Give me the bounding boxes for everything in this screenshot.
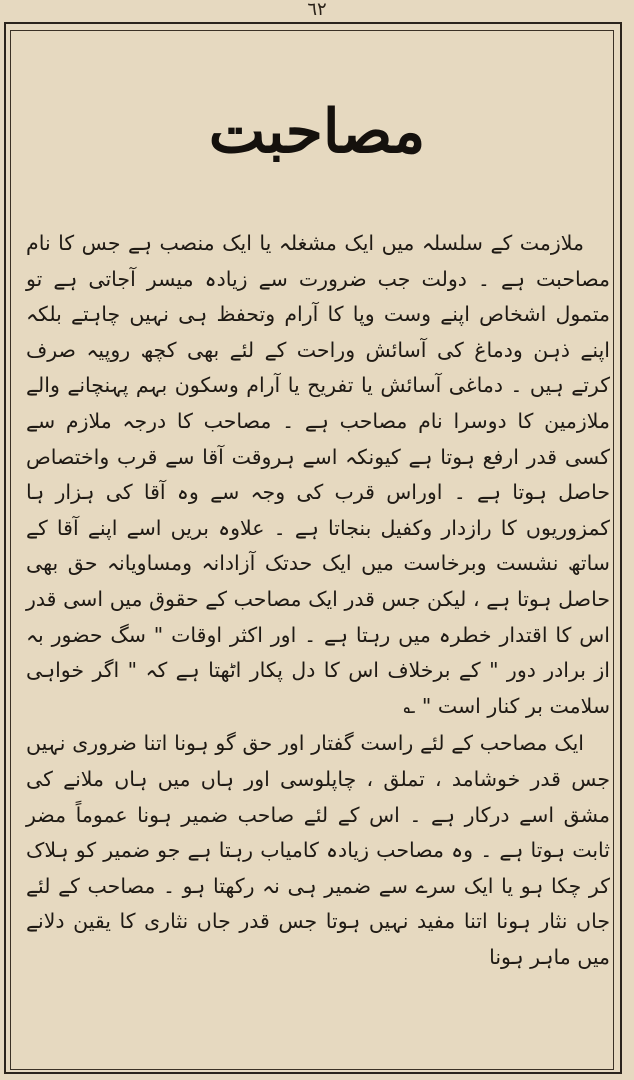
paragraph-1: ملازمت کے سلسلہ میں ایک مشغلہ یا ایک منصب ہے جس کا نام مصاحبت ہے ۔ دولت جب ضرورت سے زیادہ میسر آجاتی ہے تو متمول اشخاص اپنے وست وپا کا آرام وتحفظ ہی نہیں چاہتے بلکہ اپنے ذہن ودماغ کی آسائش وراحت کے لئے بھی کچھ روپیہ صرف کرتے ہیں ۔ دماغی آسائش یا تفریح یا آرام وسکون بہم پہنچانے والے ملازمین کا دوسرا نام مصاحب ہے ۔ مصاحب کا درجہ ملازم سے کسی قدر ارفع ہوتا ہے کیونکہ اسے ہروقت آقا سے قرب واختصاص حاصل ہوتا ہے ۔ اوراس قرب کی وجہ سے وہ آقا کی ہزار ہا کمزوریوں کا رازدار وکفیل بنجاتا ہے ۔ علاوہ بریں اسے اپنے آقا کے ساتھ نشست وبرخاست میں ایک حدتک آزادانہ ومساویانہ حق بھی حاصل ہوتا ہے ، لیکن جس قدر ایک مصاحب کے حقوق میں اسی قدر اس کا اقتدار خطرہ میں رہتا ہے ۔ اور اکثر اوقات " سگ حضور بہ از برادر دور " کے برخلاف اس کا دل پکار اٹھتا ہے کہ " اگر خواہی سلامت بر کنار است " ؎ [26, 231, 610, 718]
article-body [26, 226, 610, 975]
article-title: مصاحبت [208, 97, 426, 167]
page-number: ٦٢ [307, 0, 327, 20]
paragraph-2: ایک مصاحب کے لئے راست گفتار اور حق گو ہونا اتنا ضروری نہیں جس قدر خوشامد ، تملق ، چاپلوسی اور ہاں میں ہاں ملانے کی مشق اسے درکار ہے ۔ اس کے لئے صاحب ضمیر ہونا عموماً مضر ثابت ہوتا ہے ۔ وہ مصاحب زیادہ کامیاب رہتا ہے جو ضمیر کو ہلاک کر چکا ہو یا ایک سرے سے ضمیر ہی نہ رکھتا ہو ۔ مصاحب کے لئے جاں نثار ہونا اتنا مفید نہیں ہوتا جس قدر جاں نثاری کا یقین دلانے میں ماہر ہونا [26, 731, 610, 969]
